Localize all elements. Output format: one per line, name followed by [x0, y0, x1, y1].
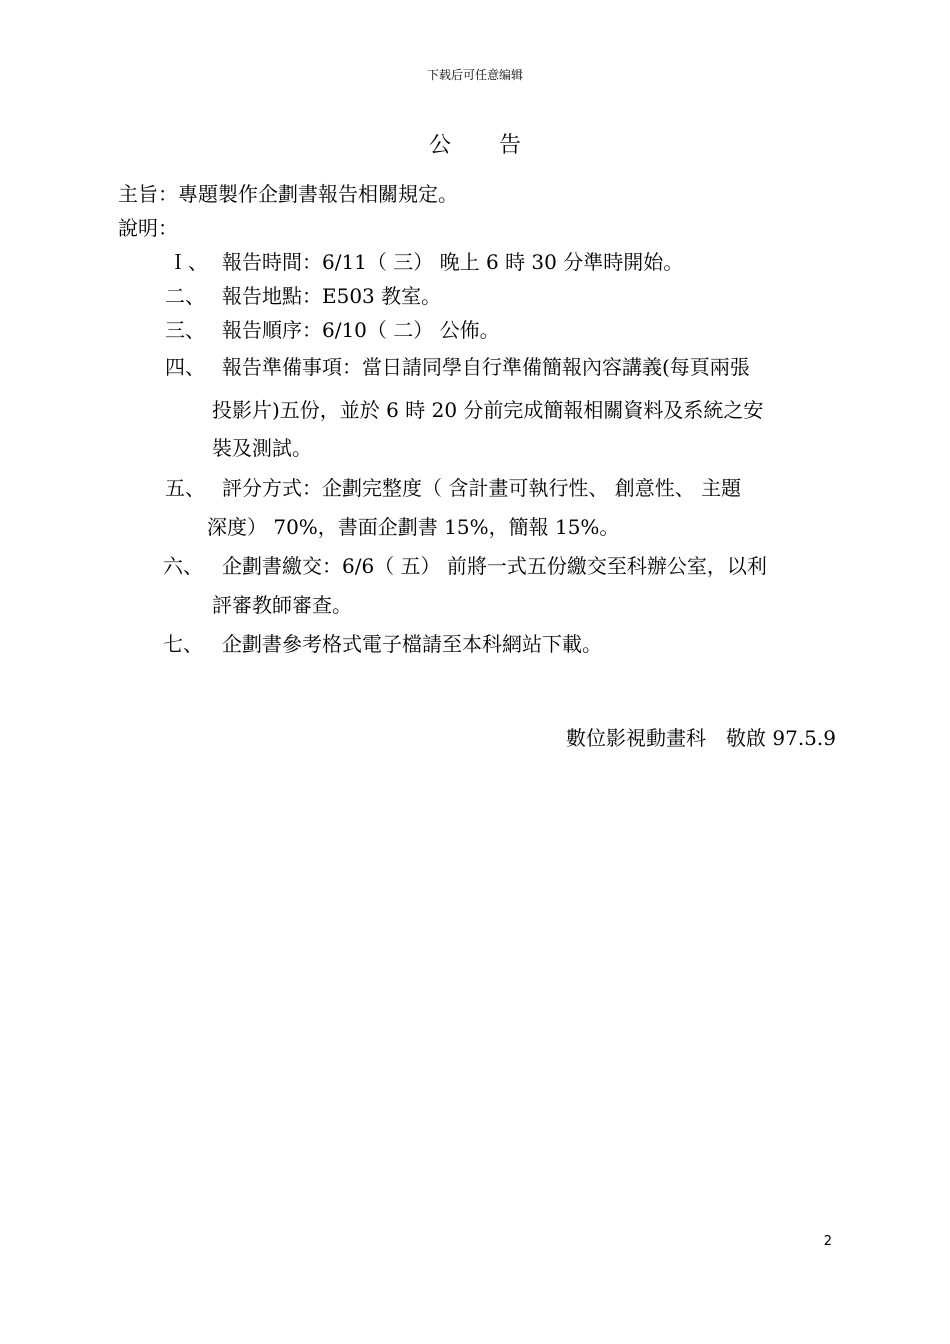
item-text-2: 報告地點：E503 教室。 [222, 284, 442, 308]
page-number: 2 [823, 1234, 832, 1249]
item-number-5: 五、 [165, 476, 205, 500]
signature: 數位影視動畫科 敬啟 97.5.9 [566, 726, 836, 750]
item-number-4: 四、 [165, 355, 205, 379]
item-number-3: 三、 [165, 318, 205, 342]
item-number-7: 七、 [163, 632, 203, 656]
item-text-5-line-1: 評分方式：企劃完整度（ 含計畫可執行性、 創意性、 主題 [222, 476, 742, 500]
explain-label: 說明： [118, 216, 178, 240]
item-text-4-line-1: 報告準備事項：當日請同學自行準備簡報內容講義(每頁兩張 [222, 355, 750, 379]
page-title: 公告 [428, 133, 569, 158]
subject-line: 主旨：專題製作企劃書報告相關規定。 [118, 182, 458, 206]
item-text-6-line-1: 企劃書繳交：6/6（ 五） 前將一式五份繳交至科辦公室，以利 [222, 554, 767, 578]
item-text-1: 報告時間：6/11（ 三） 晚上 6 時 30 分準時開始。 [222, 250, 684, 274]
item-text-4-line-3: 裝及測試。 [212, 436, 312, 460]
item-number-1: Ｉ、 [168, 250, 208, 274]
item-text-5-line-2: 深度） 70%，書面企劃書 15%，簡報 15%。 [207, 515, 620, 539]
item-text-4-line-2: 投影片)五份，並於 6 時 20 分前完成簡報相關資料及系統之安 [212, 398, 764, 422]
item-text-3: 報告順序：6/10（ 二） 公佈。 [222, 318, 500, 342]
item-number-6: 六、 [163, 554, 203, 578]
item-text-6-line-2: 評審教師審查。 [212, 593, 352, 617]
item-text-7: 企劃書參考格式電子檔請至本科網站下載。 [222, 632, 602, 656]
header-note: 下载后可任意编辑 [426, 68, 523, 82]
item-number-2: 二、 [165, 284, 205, 308]
